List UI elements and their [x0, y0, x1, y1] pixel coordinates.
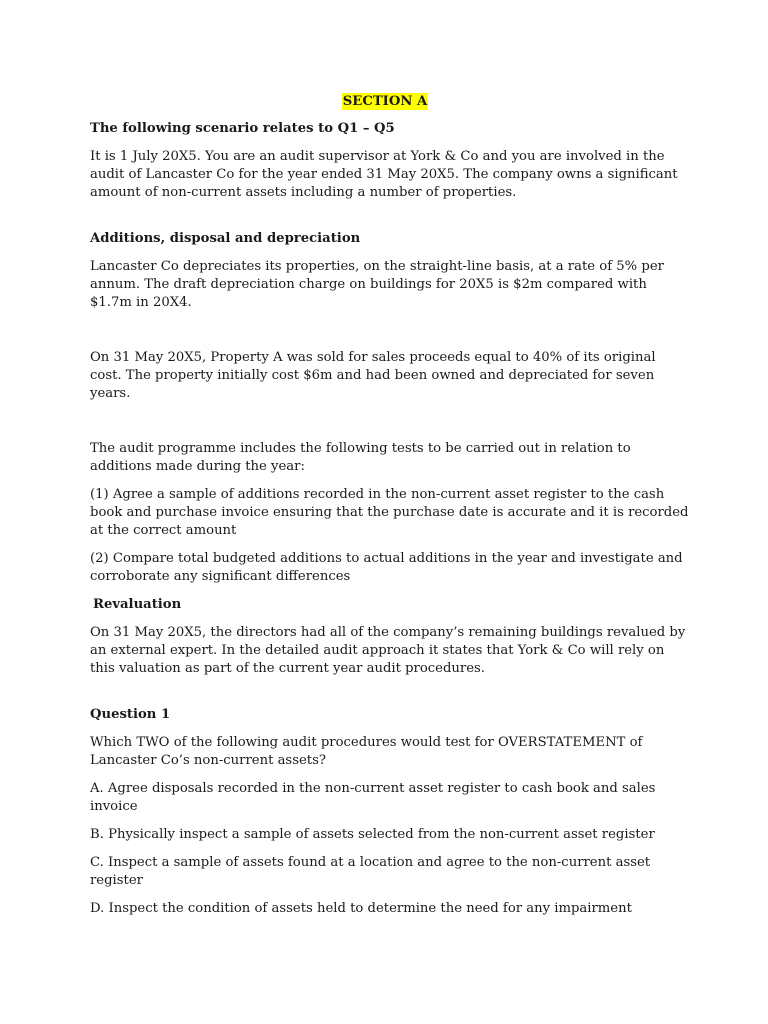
- section-title-container: [90, 93, 680, 111]
- additions-heading: Additions, disposal and depreciation: [90, 231, 361, 246]
- section-title: SECTION A: [342, 94, 428, 109]
- audit-programme-paragraph: The audit programme includes the following tests to be carried out in relation to additions made during the year:: [90, 441, 631, 474]
- intro-paragraph: It is 1 July 20X5. You are an audit supervisor at York & Co and you are involved in the audit of Lancaster Co for the year ended 31 May 20X5. The company owns a significant amount of non-current assets including a number of properties.: [90, 149, 678, 200]
- question-1-option-d: D. Inspect the condition of assets held to determine the need for any impairment: [90, 901, 632, 916]
- revaluation-heading: Revaluation: [93, 597, 182, 612]
- revaluation-paragraph: On 31 May 20X5, the directors had all of the company’s remaining buildings revalued by an external expert. In the detailed audit approach it states that York & Co will rely on this valuation as part of the current year audit procedures.: [90, 625, 686, 676]
- document-content: [90, 93, 690, 918]
- question-1-option-a: A. Agree disposals recorded in the non-current asset register to cash book and sales invoice: [90, 781, 656, 814]
- scenario-heading: The following scenario relates to Q1 – Q5: [90, 121, 395, 136]
- question-1-option-b: B. Physically inspect a sample of assets selected from the non-current asset register: [90, 827, 655, 842]
- depreciation-paragraph: Lancaster Co depreciates its properties, on the straight-line basis, at a rate of 5% per annum. The draft depreciation charge on buildings for 20X5 is $2m compared with $1.7m in 20X4.: [90, 259, 664, 310]
- question-1-heading: Question 1: [90, 707, 171, 722]
- question-1-prompt: Which TWO of the following audit procedures would test for OVERSTATEMENT of Lancaster Co’s non-current assets?: [90, 735, 643, 768]
- question-1-option-c: C. Inspect a sample of assets found at a location and agree to the non-current asset register: [90, 855, 651, 888]
- disposal-paragraph: On 31 May 20X5, Property A was sold for sales proceeds equal to 40% of its original cost. The property initially cost $6m and had been owned and depreciated for seven years.: [90, 350, 656, 401]
- audit-test-1: (1) Agree a sample of additions recorded in the non-current asset register to the cash book and purchase invoice ensuring that the purchase date is accurate and it is recorded at the correct amount: [90, 487, 689, 538]
- audit-test-2: (2) Compare total budgeted additions to actual additions in the year and investigate and corroborate any significant differences: [90, 551, 683, 584]
